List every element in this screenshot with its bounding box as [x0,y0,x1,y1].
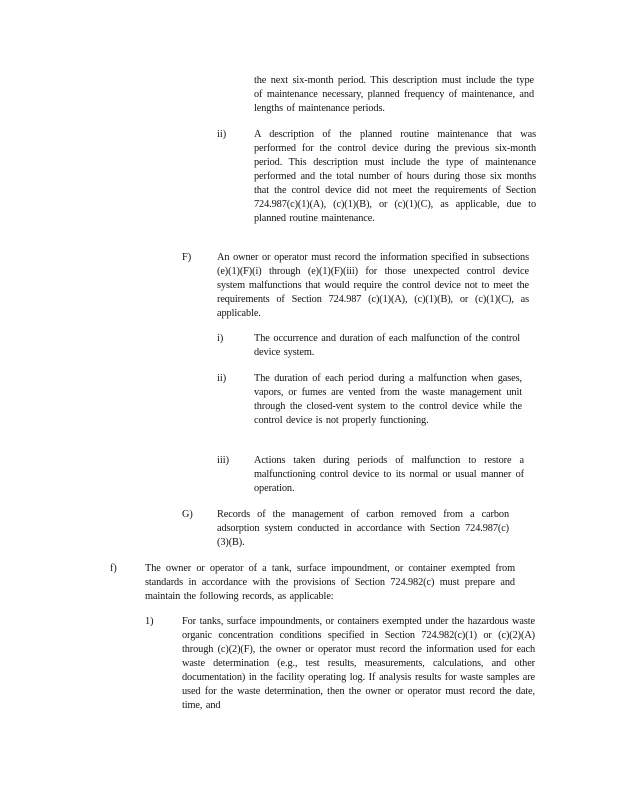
paragraph-item-1: For tanks, surface impoundments, or containers exempted under the hazardous waste organic concentration conditions specified in Section 724.982(c)(1) or (c)(2)(A) through (c)(2)(F), the owner or operator must record the information used for each waste determination (e.g., test results, measurements, calculations, and other documentation) in the facility operating log. If analysis results for waste samples are used for the waste determination, then the owner or operator must record the date, time, and [182,616,535,711]
list-marker: ii) [217,373,227,384]
paragraph-subsection-f: The owner or operator of a tank, surface impoundment, or container exempted from standards in accordance with the provisions of Section 724.982(c) must prepare and maintain the following records, as applicable: [145,563,515,602]
list-marker: 1) [145,616,154,627]
list-marker: iii) [217,455,230,466]
list-marker: f) [110,563,117,574]
paragraph-item-G: Records of the management of carbon removed from a carbon adsorption system conducted in accordance with Section 724.987(c)(3)(B). [217,509,509,548]
paragraph-item-ii: A description of the planned routine maintenance that was performed for the control device during the previous six-month period. This description must include the type of maintenance performed and the total number of hours during those six months that the control device did not meet the requirements of Section 724.987(c)(1)(A), (c)(1)(B), or (c)(1)(C), as applicable, due to planned routine maintenance. [254,129,536,224]
paragraph-item-F: An owner or operator must record the information specified in subsections (e)(1)(F)(i) through (e)(1)(F)(iii) for those unexpected control device system malfunctions that would require the control device not to meet the requirements of Section 724.987 (c)(1)(A), (c)(1)(B), or (c)(1)(C), as applicable. [217,252,529,319]
list-marker: ii) [217,129,227,140]
paragraph-continuation: the next six-month period. This description must include the type of maintenance necessary, planned frequency of maintenance, and lengths of maintenance periods. [254,75,534,114]
list-marker: G) [182,509,193,520]
paragraph-item-iii: Actions taken during periods of malfunction to restore a malfunctioning control device to its normal or usual manner of operation. [254,455,524,494]
list-marker: F) [182,252,192,263]
paragraph-item-ii-malfunction: The duration of each period during a malfunction when gases, vapors, or fumes are vented from the waste management unit through the closed-vent system to the control device while the control device is not properly functioning. [254,373,522,426]
paragraph-item-i: The occurrence and duration of each malfunction of the control device system. [254,333,520,358]
list-marker: i) [217,333,224,344]
